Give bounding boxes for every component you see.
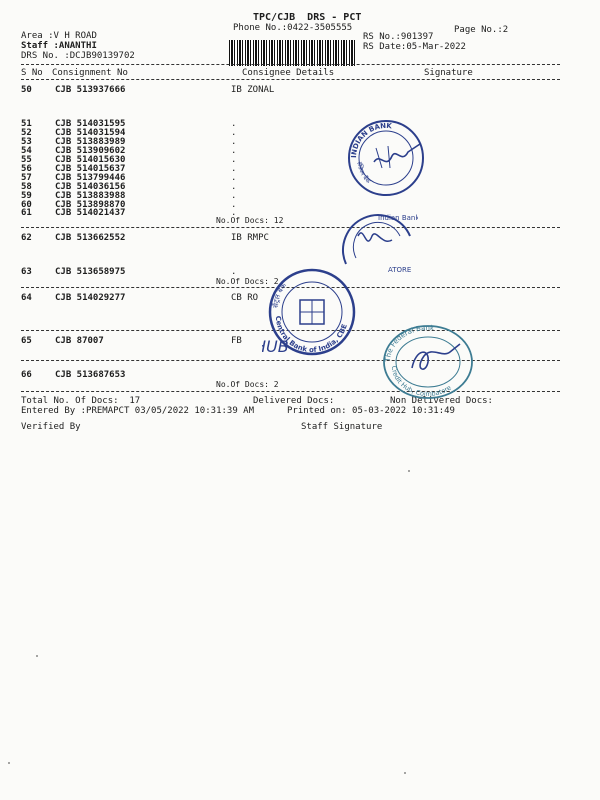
- row-consignee: CB RO: [231, 293, 259, 303]
- stamp-text: इंडियन बैंक: [355, 161, 372, 186]
- rs-date: RS Date:05-Mar-2022: [363, 42, 466, 52]
- row-consignee: .: [231, 182, 237, 192]
- row-consignment: CJB 514036156: [55, 182, 126, 192]
- row-consignment: CJB 513937666: [55, 85, 126, 95]
- col-consignment: Consignment No: [52, 68, 128, 78]
- staff-signature: Staff Signature: [301, 422, 383, 432]
- row-sno: 54: [21, 146, 32, 156]
- printed-on: Printed on: 05-03-2022 10:31:49: [287, 406, 455, 416]
- scan-speck: [8, 762, 10, 764]
- row-consignment: CJB 513662552: [55, 233, 126, 243]
- non-delivered-docs: Non Delivered Docs:: [390, 396, 493, 406]
- row-consignee: .: [231, 137, 237, 147]
- row-consignee: .: [231, 164, 237, 174]
- entered-by: Entered By :PREMAPCT 03/05/2022 10:31:39 AM: [21, 406, 254, 416]
- col-consignee: Consignee Details: [242, 68, 335, 78]
- row-sno: 55: [21, 155, 32, 165]
- row-consignee: .: [231, 200, 237, 210]
- row-consignee: .: [231, 208, 237, 218]
- row-sno: 61: [21, 208, 32, 218]
- rs-number: RS No.:901397: [363, 32, 434, 42]
- divider: [21, 79, 560, 80]
- row-sno: 56: [21, 164, 32, 174]
- row-sno: 59: [21, 191, 32, 201]
- row-sno: 65: [21, 336, 32, 346]
- docs-count: No.Of Docs: 2: [216, 380, 279, 389]
- row-sno: 53: [21, 137, 32, 147]
- divider: [21, 64, 560, 65]
- row-consignee: .: [231, 173, 237, 183]
- row-consignment: CJB 513883988: [55, 191, 126, 201]
- divider: [21, 360, 560, 361]
- row-sno: 60: [21, 200, 32, 210]
- delivered-docs: Delivered Docs:: [253, 396, 335, 406]
- row-consignment: CJB 513799446: [55, 173, 126, 183]
- row-consignment: CJB 514015630: [55, 155, 126, 165]
- scan-speck: [404, 772, 406, 774]
- divider: [21, 227, 560, 228]
- central-bank-stamp: [262, 266, 360, 358]
- svg-text:INDIAN BANK: [350, 122, 393, 158]
- row-consignment: CJB 513909602: [55, 146, 126, 156]
- handwritten-mark: UB: [266, 337, 289, 356]
- verified-by: Verified By: [21, 422, 81, 432]
- row-consignee: .: [231, 146, 237, 156]
- col-signature: Signature: [424, 68, 473, 78]
- report-title: TPC/CJB DRS - PCT: [253, 12, 362, 23]
- row-consignee: IB RMPC: [231, 233, 269, 243]
- col-sno: S No: [21, 68, 43, 78]
- docs-count: No.Of Docs: 2: [216, 277, 279, 286]
- staff-name: Staff :ANANTHI: [21, 41, 97, 51]
- row-consignment: CJB 513658975: [55, 267, 126, 277]
- row-consignment: CJB 514015637: [55, 164, 126, 174]
- row-consignee: IB ZONAL: [231, 85, 275, 95]
- stamp-text: सेंट्रल बैंक: [271, 281, 289, 309]
- row-consignment: CJB 514031595: [55, 119, 126, 129]
- row-consignment: CJB 514021437: [55, 208, 126, 218]
- row-sno: 63: [21, 267, 32, 277]
- row-sno: 62: [21, 233, 32, 243]
- scan-speck: [36, 655, 38, 657]
- federal-bank-stamp: [380, 322, 476, 402]
- row-consignment: CJB 513687653: [55, 370, 126, 380]
- row-consignment: CJB 514031594: [55, 128, 126, 138]
- stamp-text: ATORE: [388, 266, 412, 274]
- row-consignee: FB: [231, 336, 242, 346]
- svg-text:Credit Hub, Coimbatore: [390, 365, 453, 398]
- row-consignment: CJB 513883989: [55, 137, 126, 147]
- phone-number: Phone No.:0422-3505555: [233, 23, 353, 33]
- row-consignee: .: [231, 155, 237, 165]
- drs-number: DRS No. :DCJB90139702: [21, 51, 135, 61]
- row-sno: 51: [21, 119, 32, 129]
- total-docs: Total No. Of Docs: 17: [21, 396, 141, 406]
- docs-count: No.Of Docs: 12: [216, 216, 284, 225]
- row-sno: 64: [21, 293, 32, 303]
- row-consignee: .: [231, 128, 237, 138]
- stamp-text: INDIAN BANK: [349, 121, 393, 159]
- page-number: Page No.:2: [454, 25, 509, 35]
- row-sno: 50: [21, 85, 32, 95]
- stamp-text: Central Bank of India, CBE: [273, 315, 349, 355]
- divider: [21, 391, 560, 392]
- area: Area :V H ROAD: [21, 31, 97, 41]
- row-sno: 52: [21, 128, 32, 138]
- row-sno: 57: [21, 173, 32, 183]
- row-consignee: .: [231, 119, 237, 129]
- row-sno: 58: [21, 182, 32, 192]
- row-consignment: CJB 514029277: [55, 293, 126, 303]
- row-sno: 66: [21, 370, 32, 380]
- barcode: [229, 40, 355, 66]
- row-consignment: CJB 87007: [55, 336, 104, 346]
- indian-bank-stamp: [346, 118, 426, 198]
- row-consignee: .: [231, 191, 237, 201]
- row-consignment: CJB 513898870: [55, 200, 126, 210]
- stamp-text: Credit Hub, Coimbatore: [389, 365, 453, 399]
- stamp-text: The Federal Bank: [383, 323, 435, 363]
- scan-speck: [408, 470, 410, 472]
- stamp-text: Indian Bank: [378, 214, 418, 222]
- row-consignee: .: [231, 267, 237, 277]
